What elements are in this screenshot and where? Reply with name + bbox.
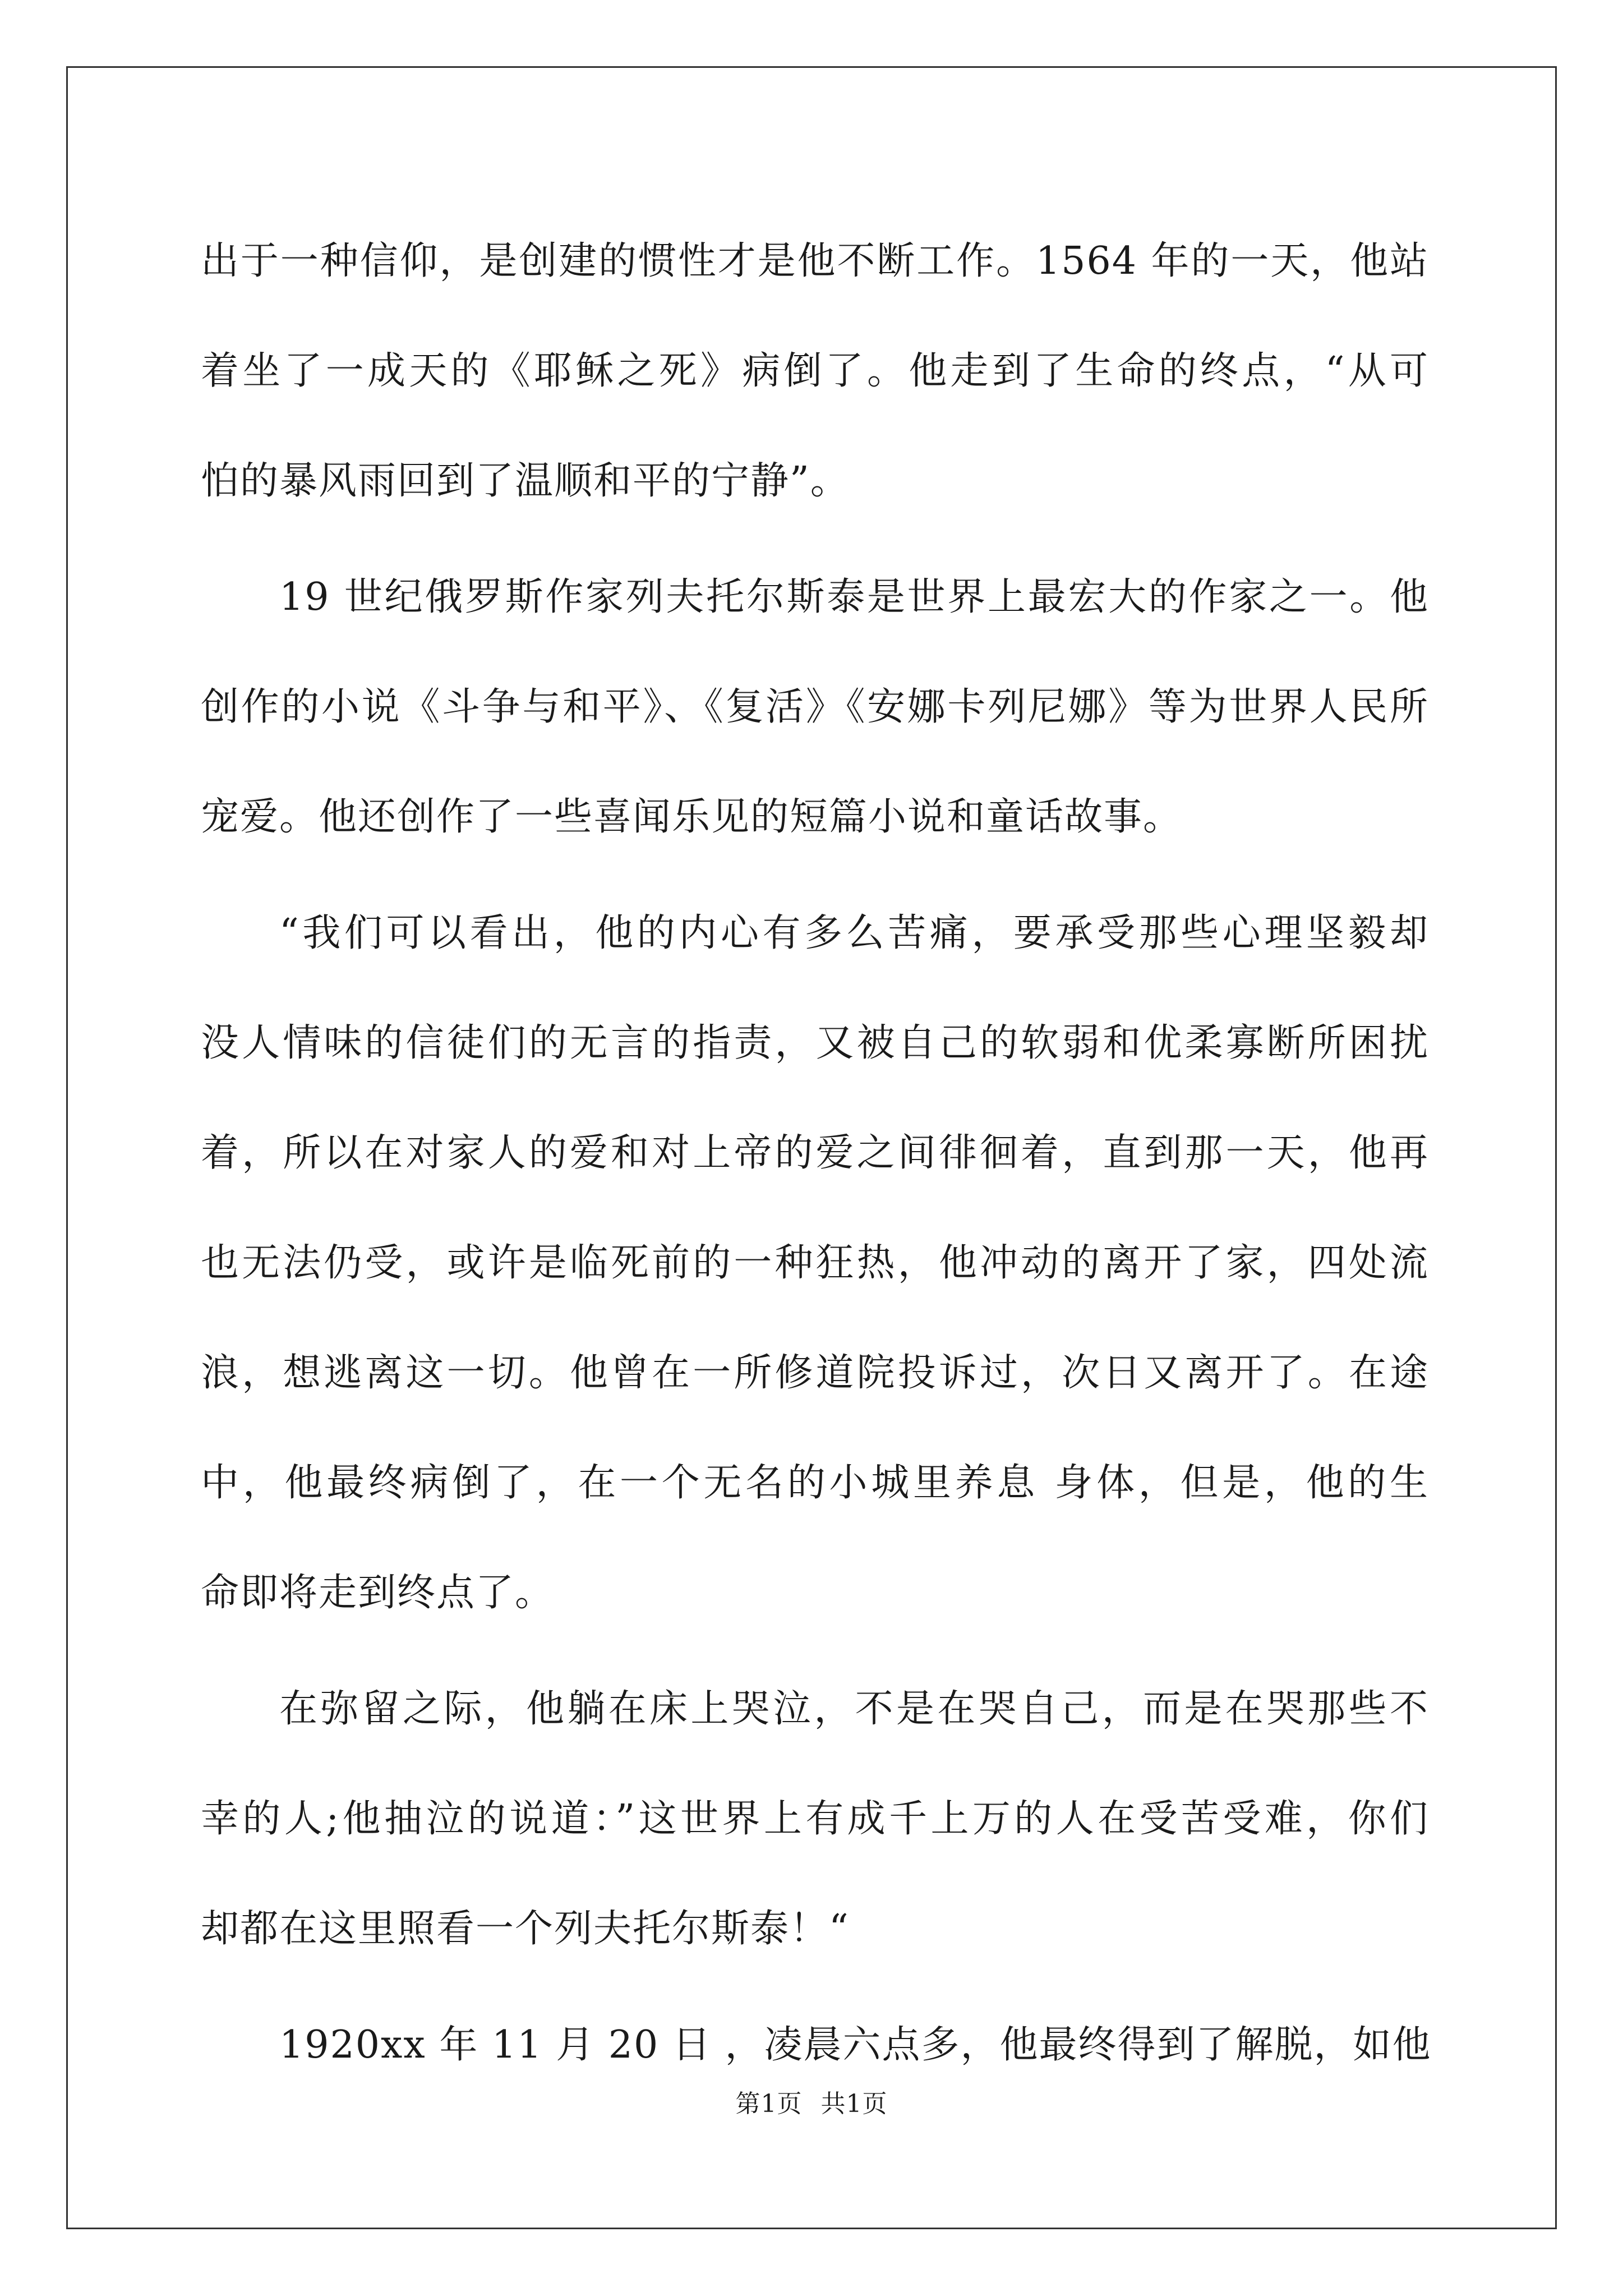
paragraph [201, 206, 1429, 536]
text-line: 在弥留之际，他躺在床上哭泣，不是在哭自己，而是在哭那些不 [279, 1687, 1429, 1731]
text-line: 却都在这里照看一个列夫托尔斯泰！“ [201, 1907, 850, 1951]
text-line: 没人情味的信徒们的无言的指责，又被自己的软弱和优柔寡断所困扰 [201, 1021, 1429, 1065]
document-body [201, 206, 1432, 2100]
text-line: 1920xx 年 11 月 20 日 ，凌晨六点多，他最终得到了解脱，如他 [279, 2023, 1432, 2067]
paragraph [201, 1654, 1429, 1984]
text-line: 中，他最终病倒了，在一个无名的小城里养息 身体，但是，他的生 [201, 1461, 1429, 1505]
page-footer [0, 2083, 1623, 2119]
text-line: 着，所以在对家人的爱和对上帝的爱之间徘徊着，直到那一天，他再 [201, 1131, 1429, 1175]
text-line: 怕的暴风雨回到了温顺和平的宁静”。 [201, 459, 850, 503]
text-line: 浪，想逃离这一切。他曾在一所修道院投诉过，次日又离开了。在途 [201, 1351, 1429, 1395]
text-line: 创作的小说《斗争与和平》、《复活》《安娜卡列尼娜》等为世界人民所 [201, 685, 1429, 729]
text-line: 出于一种信仰，是创建的惯性才是他不断工作。1564 年的一天，他站 [201, 239, 1429, 283]
text-line: 也无法仍受，或许是临死前的一种狂热，他冲动的离开了家，四处流 [201, 1241, 1429, 1285]
text-line: 宠爱。他还创作了一些喜闻乐见的短篇小说和童话故事。 [201, 795, 1183, 839]
paragraph [201, 542, 1429, 872]
text-line: “我们可以看出，他的内心有多么苦痛，要承受那些心理坚毅却 [279, 911, 1429, 955]
text-line: 幸的人;他抽泣的说道：”这世界上有成千上万的人在受苦受难，你们 [201, 1797, 1429, 1841]
text-line: 着坐了一成天的《耶稣之死》病倒了。他走到了生命的终点，“从可 [201, 349, 1429, 393]
paragraph [201, 878, 1429, 1648]
text-line: 命即将走到终点了。 [201, 1571, 555, 1615]
text-line: 19 世纪俄罗斯作家列夫托尔斯泰是世界上最宏大的作家之一。他 [279, 575, 1429, 619]
page-number-label: 第1页 共1页 [735, 2090, 888, 2118]
